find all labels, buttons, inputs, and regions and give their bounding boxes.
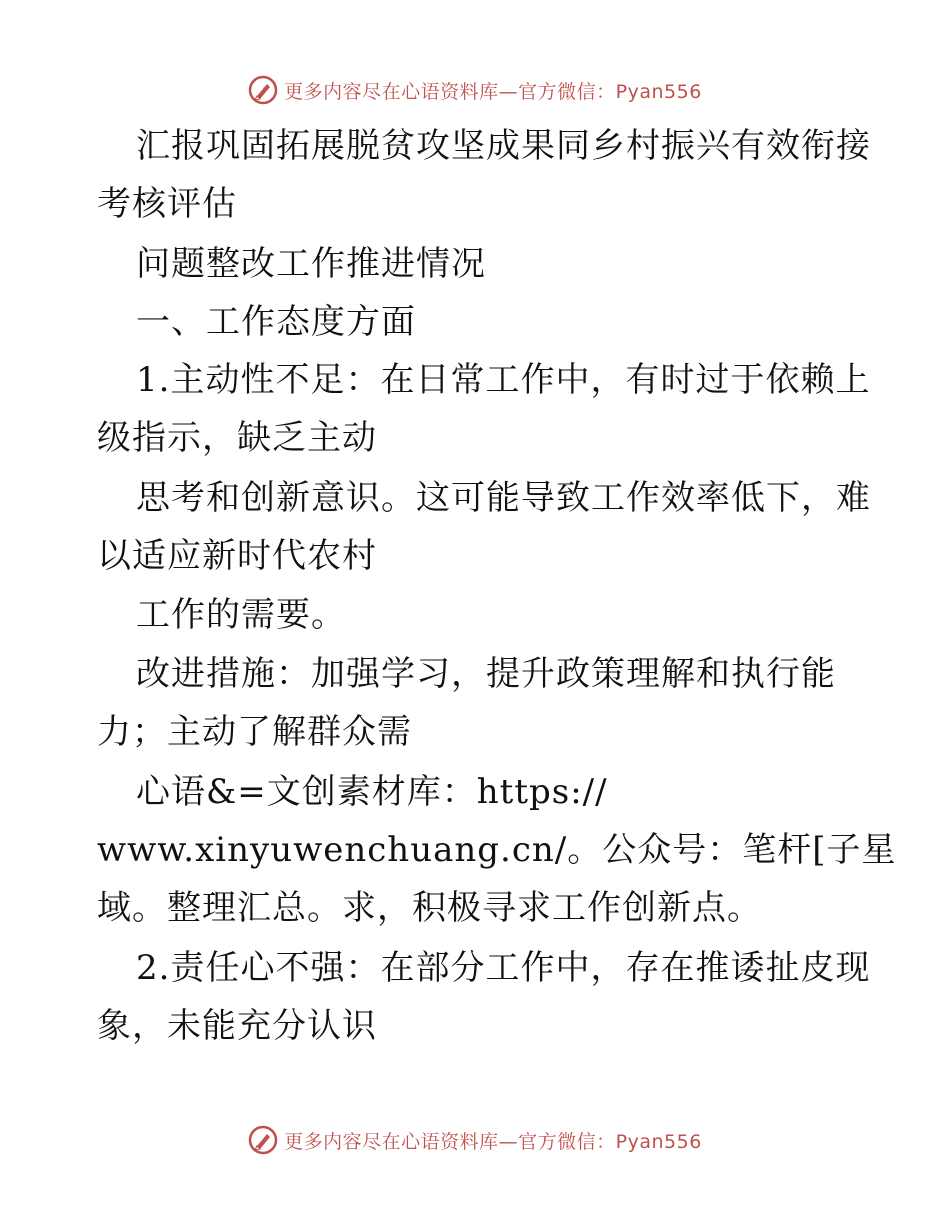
paragraph-line: 1.主动性不足：在日常工作中，有时过于依赖上 <box>136 360 871 400</box>
doc-subtitle: 问题整改工作推进情况 <box>136 244 486 284</box>
paragraph-line: 改进措施：加强学习，提升政策理解和执行能 <box>136 654 836 694</box>
paragraph-line: 以适应新时代农村 <box>97 536 377 576</box>
paragraph-line: 心语&=文创素材库：https:// <box>136 772 608 812</box>
paragraph-line: www.xinyuwenchuang.cn/。公众号：笔杆[子星 <box>97 830 897 870</box>
paragraph-line: 级指示，缺乏主动 <box>97 418 377 458</box>
pen-logo-icon <box>248 1125 278 1155</box>
footer-watermark-text: 更多内容尽在心语资料库—官方微信：Pyan556 <box>284 1130 702 1153</box>
paragraph-line: 域。整理汇总。求，积极寻求工作创新点。 <box>97 888 762 928</box>
section-heading-attitude: 一、工作态度方面 <box>136 302 416 342</box>
header-watermark-text: 更多内容尽在心语资料库—官方微信：Pyan556 <box>284 80 702 103</box>
doc-title-line-1: 汇报巩固拓展脱贫攻坚成果同乡村振兴有效衔接 <box>136 126 871 166</box>
paragraph-line: 2.责任心不强：在部分工作中，存在推诿扯皮现 <box>136 948 871 988</box>
paragraph-line: 力；主动了解群众需 <box>97 712 412 752</box>
doc-title-line-2: 考核评估 <box>97 184 237 224</box>
paragraph-line: 工作的需要。 <box>136 595 346 635</box>
paragraph-line: 思考和创新意识。这可能导致工作效率低下，难 <box>136 478 871 518</box>
footer-watermark <box>0 1122 950 1158</box>
paragraph-line: 象，未能充分认识 <box>97 1006 377 1046</box>
